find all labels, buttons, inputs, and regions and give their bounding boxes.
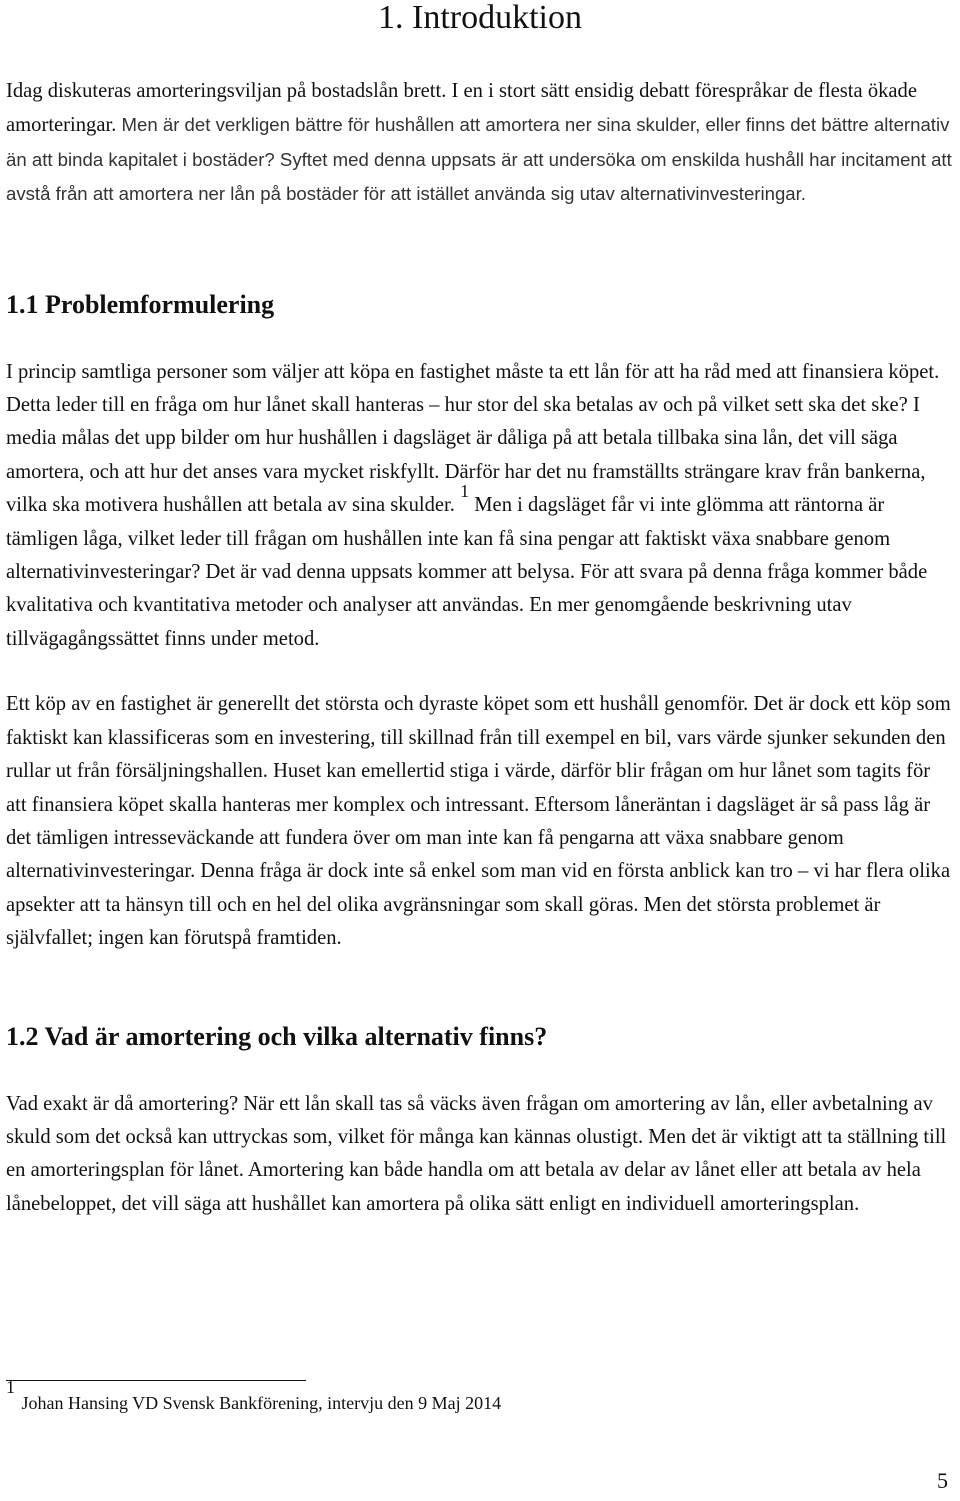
footnote (6, 1377, 502, 1413)
page-number: 5 (937, 1468, 948, 1493)
problem-text-before-ref: I princip samtliga personer som väljer att köpa en fastighet måste ta ett lån för att ha råd med att finansiera köpet. Detta leder till en fråga om hur lånet skall hanteras – hur stor del ska betalas av och på vilket sett ska det ske? I media målas det upp bilder om hur hushållen i dagsläget är dåliga på att betala tillbaka sina lån, det vill säga amortera, och att hur det anses vara mycket riskfyllt. Därför har det nu framställts strängare krav från bankerna, vilka ska motivera hushållen att betala av sina skulder. (6, 360, 940, 517)
section-heading-amortering: 1.2 Vad är amortering och vilka alternativ finns? (6, 1021, 548, 1051)
intro-sans-text: Men är det verkligen bättre för hushållen att amortera ner sina skulder, eller finns det bättre alternativ än att binda kapitalet i bostäder? Syftet med denna uppsats är att undersöka om enskilda hushåll har incitament att avstå från att amortera ner lån på bostäder för att istället använda sig utav alternativinvesteringar. (6, 114, 952, 205)
document-page (6, 0, 954, 1493)
footnote-separator (6, 1380, 306, 1381)
footnote-number: 1 (6, 1377, 15, 1397)
footnote-reference[interactable]: 1 (460, 481, 470, 502)
problem-paragraph-1 (6, 356, 954, 657)
chapter-title: 1. Introduktion (378, 0, 582, 36)
footnote-text: Johan Hansing VD Svensk Bankförening, intervju den 9 Maj 2014 (21, 1393, 502, 1413)
section-heading-problemformulering: 1.1 Problemformulering (6, 289, 275, 319)
intro-serif-text: Idag diskuteras amorteringsviljan på bostadslån brett. I en i stort sätt ensidig debatt förespråkar de flesta ökade amorteringar. (6, 80, 917, 137)
problem-paragraph-2: Ett köp av en fastighet är generellt det största och dyraste köpet som ett hushåll genomför. Det är dock ett köp som faktiskt kan klassificeras som en investering, till skillnad från till exempel en bil, vars värde sjunker sekunden den rullar ut från försäljningshallen. Huset kan emellertid stiga i värde, därför blir frågan om hur lånet som tagits för att finansiera köpet skalla hanteras mer komplex och intressant. Eftersom låneräntan i dagsläget är så pass låg är det tämligen intresseväckande att fundera över om man inte kan få pengarna att växa snabbare genom alternativinvesteringar. Denna fråga är dock inte så enkel som man vid en första anblick kan tro – vi har flera olika apsekter att ta hänsyn till och en hel del olika avgränsningar som skall göras. Men det största problemet är självfallet; ingen kan förutspå framtiden. (6, 693, 951, 950)
intro-paragraph (6, 75, 954, 212)
amortering-paragraph-1: Vad exakt är då amortering? När ett lån skall tas så väcks även frågan om amortering av lån, eller avbetalning av skuld som det också kan uttryckas som, vilket för många kan kännas olustigt. Men det är viktigt att ta ställning till en amorteringsplan för lånet. Amortering kan både handla om att betala av delar av lånet eller att betala av hela lånebeloppet, det vill säga att hushållet kan amortera på olika sätt enligt en individuell amorteringsplan. (6, 1092, 947, 1215)
problem-text-after-ref: Men i dagsläget får vi inte glömma att räntorna är tämligen låga, vilket leder till frågan om hushållen inte kan få sina pengar att faktiskt växa snabbare genom alternativinvesteringar? Det är vad denna uppsats kommer att belysa. För att svara på denna fråga kommer både kvalitativa och kvantitativa metoder och analyser att användas. En mer genomgående beskrivning utav tillvägagångssättet finns under metod. (6, 494, 928, 650)
